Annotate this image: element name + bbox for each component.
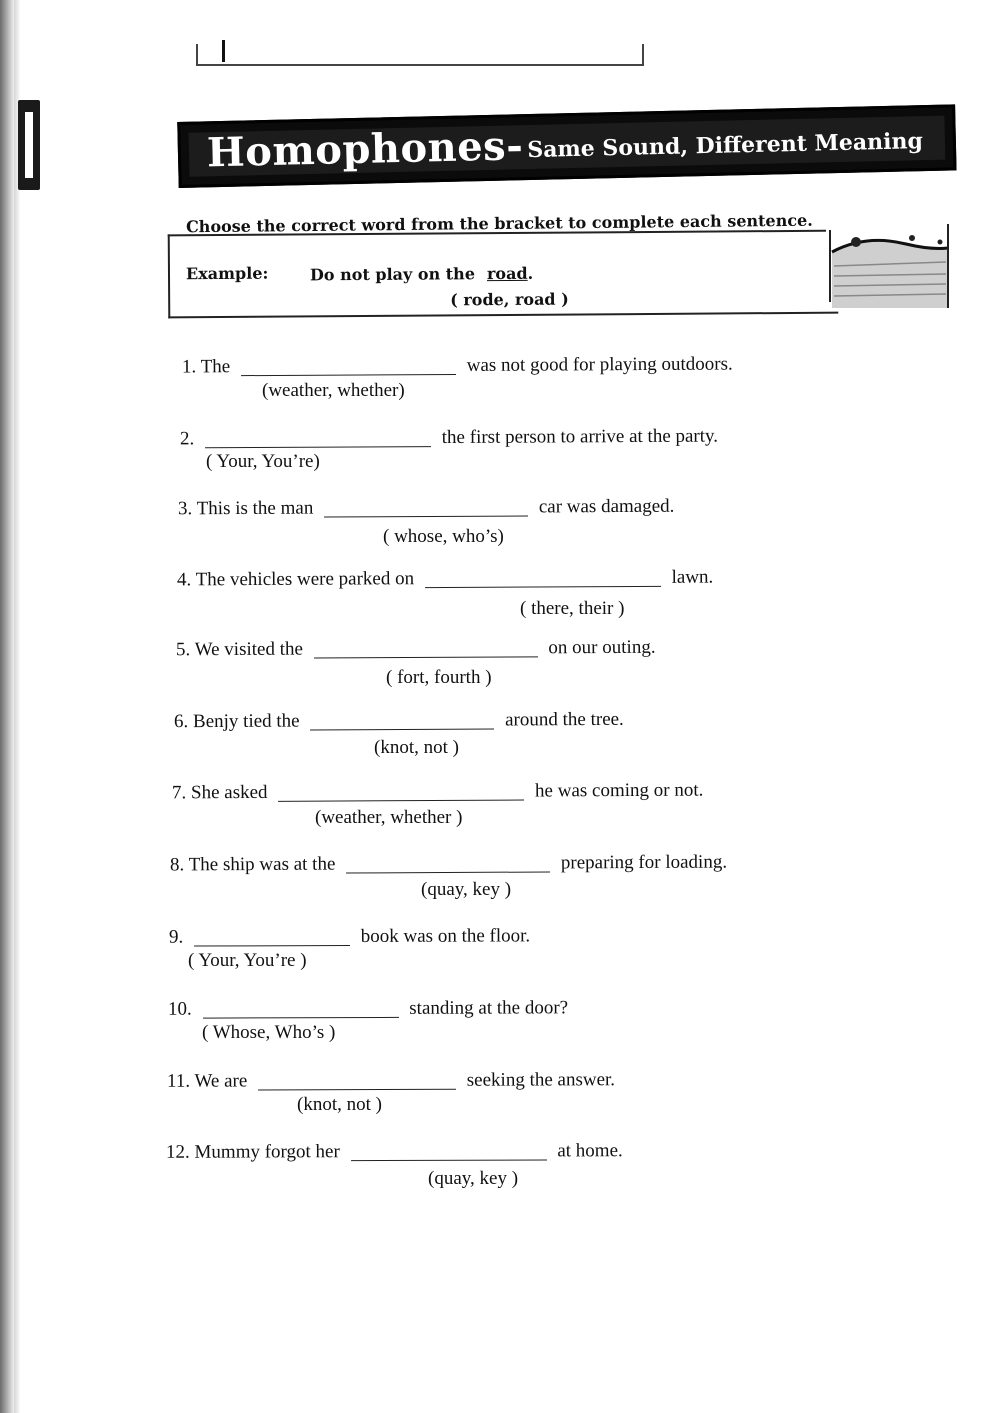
question-9-options: ( Your, You’re ) [188, 950, 307, 971]
question-number: 11. [166, 1070, 191, 1092]
question-text-after: at home. [557, 1140, 623, 1162]
question-5-options: ( fort, fourth ) [386, 667, 492, 688]
question-text-after: car was damaged. [538, 495, 675, 518]
top-tick-mark [222, 40, 225, 62]
question-8 [170, 852, 727, 877]
title-banner [177, 104, 956, 188]
question-text-before: This is the man [196, 497, 314, 520]
question-number: 10. [167, 998, 192, 1020]
question-8-options: (quay, key ) [421, 879, 512, 900]
example-end: . [527, 263, 534, 283]
question-text-before: She asked [190, 781, 268, 804]
question-text-before: Benjy tied the [192, 710, 300, 733]
question-3-options: ( whose, who’s) [383, 526, 504, 547]
question-text-after: on our outing. [548, 636, 656, 659]
question-10 [168, 997, 568, 1020]
answer-blank-2[interactable] [205, 430, 431, 448]
question-9 [169, 925, 530, 948]
question-10-options: ( Whose, Who’s ) [202, 1022, 336, 1043]
answer-blank-10[interactable] [202, 1001, 398, 1019]
question-5 [176, 637, 656, 662]
question-6 [174, 709, 624, 733]
question-text-before: The [200, 356, 231, 378]
question-3 [178, 496, 674, 521]
question-number: 12. [165, 1141, 190, 1163]
question-1 [182, 354, 733, 379]
question-7 [172, 780, 703, 805]
question-2-options: ( Your, You’re) [206, 451, 320, 472]
question-text-after: the first person to arrive at the party. [441, 425, 719, 449]
answer-blank-6[interactable] [310, 713, 494, 731]
question-text-after: around the tree. [505, 708, 624, 731]
binder-clip [18, 100, 40, 190]
example-sentence-text: Do not play on the [309, 264, 476, 285]
question-text-after: lawn. [671, 566, 714, 588]
page-spine-highlight [14, 0, 20, 1413]
answer-blank-3[interactable] [324, 499, 528, 517]
answer-blank-7[interactable] [278, 784, 524, 802]
question-number: 7. [171, 782, 187, 804]
landscape-illustration-icon [826, 222, 950, 310]
instruction-text: Choose the correct word from the bracket to complete each sentence. [185, 210, 813, 237]
answer-blank-4[interactable] [425, 570, 661, 588]
question-number: 6. [173, 711, 189, 733]
question-text-after: he was coming or not. [534, 779, 704, 802]
page-title: Homophones- [206, 122, 524, 177]
answer-blank-1[interactable] [241, 358, 456, 376]
question-text-after: standing at the door? [409, 997, 569, 1019]
example-sentence [310, 264, 533, 285]
question-number: 8. [169, 854, 185, 876]
question-text-before: Mummy forgot her [194, 1141, 340, 1163]
question-11 [167, 1069, 615, 1093]
question-text-before: The ship was at the [188, 853, 336, 876]
question-text-after: seeking the answer. [466, 1069, 616, 1091]
question-1-options: (weather, whether) [262, 380, 405, 401]
question-4 [177, 567, 713, 592]
question-text-before: The vehicles were parked on [195, 568, 415, 591]
question-number: 5. [175, 639, 191, 661]
question-number: 1. [181, 356, 197, 378]
question-text-before: We visited the [194, 638, 303, 661]
question-number: 9. [168, 926, 184, 948]
top-bracket-line [196, 44, 644, 66]
answer-blank-12[interactable] [351, 1143, 547, 1161]
question-text-after: was not good for playing outdoors. [466, 353, 733, 376]
question-number: 4. [176, 569, 192, 591]
question-text-after: book was on the floor. [360, 925, 531, 947]
page-spine-shadow [0, 0, 14, 1413]
question-12-options: (quay, key ) [428, 1168, 519, 1189]
question-12 [166, 1140, 623, 1164]
page-subtitle: Same Sound, Different Meaning [527, 128, 924, 164]
answer-blank-9[interactable] [194, 929, 350, 947]
question-4-options: ( there, their ) [520, 598, 625, 619]
question-6-options: (knot, not ) [374, 737, 459, 758]
example-answer: road [486, 263, 528, 284]
question-7-options: (weather, whether ) [315, 807, 463, 828]
question-number: 3. [177, 498, 193, 520]
example-label: Example: [185, 263, 269, 284]
example-box [168, 230, 839, 319]
question-text-after: preparing for loading. [560, 851, 728, 874]
question-11-options: (knot, not ) [297, 1094, 382, 1115]
answer-blank-5[interactable] [314, 640, 538, 658]
example-options: ( rode, road ) [450, 289, 569, 310]
question-text-before: We are [194, 1070, 248, 1092]
answer-blank-11[interactable] [258, 1073, 456, 1091]
answer-blank-8[interactable] [346, 855, 550, 873]
question-2 [180, 426, 718, 451]
question-number: 2. [179, 428, 195, 450]
title-banner-inner [188, 116, 945, 177]
